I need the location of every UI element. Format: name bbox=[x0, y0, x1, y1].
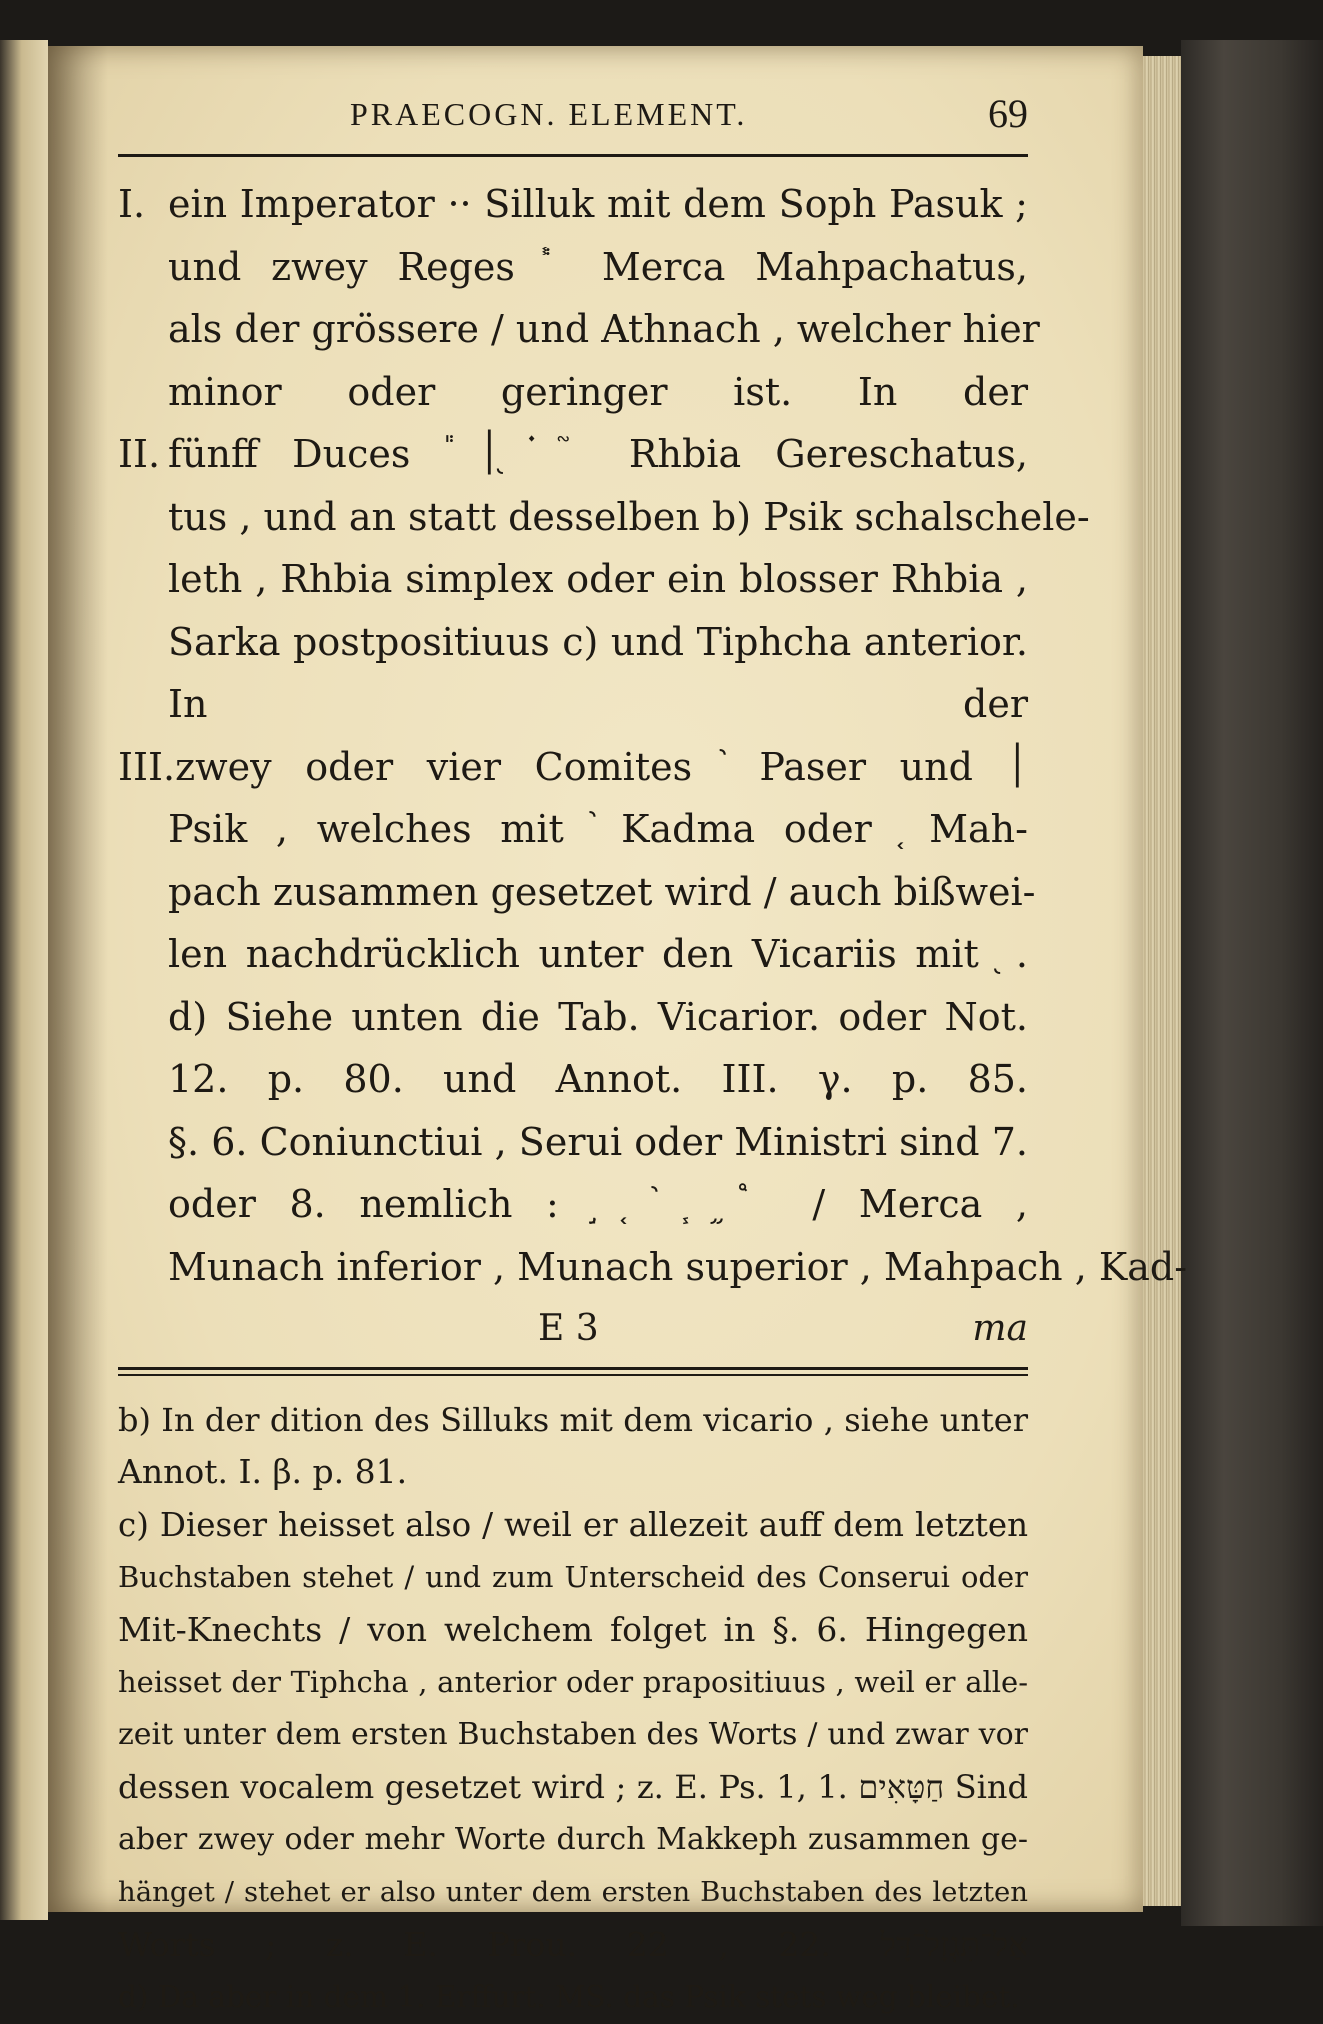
body-line-text: minor oder geringer ist. In der bbox=[168, 369, 1028, 414]
body-line bbox=[118, 548, 1028, 611]
signature-line bbox=[118, 1298, 1028, 1361]
page-fore-edge bbox=[1143, 56, 1181, 1906]
footnote-text: b) In der dition des Silluks mit dem vicario , siehe unter bbox=[118, 1400, 1028, 1439]
footnote-line bbox=[118, 1499, 1028, 1552]
body-line-text: 12. p. 80. und Annot. III. γ. p. 85. bbox=[168, 1057, 1028, 1101]
header-rule bbox=[118, 154, 1028, 157]
body-line bbox=[118, 923, 1028, 986]
body-line bbox=[118, 798, 1028, 861]
footnote-text: dessen vocalem gesetzet wird ; z. E. Ps. 1, 1. חַטָּאִים Sind bbox=[118, 1768, 1029, 1806]
body-line bbox=[118, 1236, 1188, 1299]
left-page-edge bbox=[0, 40, 48, 1920]
footnote-line bbox=[118, 1656, 1028, 1709]
body-line bbox=[118, 986, 1028, 1049]
footnote-rule-secondary bbox=[118, 1374, 1028, 1376]
body-line-text: Munach inferior , Munach superior , Mahpach , Kad- bbox=[168, 1244, 1188, 1289]
running-header bbox=[118, 88, 1028, 148]
body-line bbox=[118, 1048, 1028, 1111]
section-numeral: II. bbox=[118, 432, 161, 476]
footnote-line bbox=[118, 1709, 1028, 1762]
book-cover bbox=[1181, 40, 1323, 1926]
footnote-line bbox=[118, 1919, 1028, 1972]
footnote-text: Worts ; z. E. Prou. 22 , 22. אַל־תִּגְזָל־דָּל bbox=[118, 1924, 1028, 1964]
body-line-text: §. 6. Coniunctiui , Serui oder Ministri sind 7. bbox=[168, 1119, 1028, 1164]
body-line-text: leth , Rhbia simplex oder ein blosser Rhbia , bbox=[168, 557, 1028, 601]
footnote-line bbox=[118, 1604, 1028, 1657]
body-line bbox=[118, 173, 1028, 236]
footnote-line bbox=[118, 1814, 1028, 1867]
footnote-text: Buchstaben stehet / und zum Unterscheid des Conserui oder bbox=[118, 1560, 1028, 1594]
body-line-text: d) Siehe unten die Tab. Vicarior. oder Not. bbox=[168, 994, 1028, 1039]
footnote-line bbox=[118, 1971, 1028, 2024]
body-line bbox=[118, 1111, 1028, 1174]
gutter-shadow bbox=[48, 46, 108, 1912]
body-line bbox=[118, 861, 1036, 924]
body-line-text: len nachdrücklich unter den Vicariis mit ֖ . bbox=[168, 932, 1028, 976]
section-numeral: I. bbox=[118, 182, 146, 226]
section-numeral: III. bbox=[118, 744, 176, 789]
body-line-text: als der grössere / und Athnach , welcher hier bbox=[168, 307, 1040, 351]
body-line bbox=[118, 298, 1040, 361]
footnote-rule bbox=[118, 1367, 1028, 1370]
body-line bbox=[118, 236, 1028, 299]
body-line-text: Psik , welches mit ֨ Kadma oder ֤ Mah- bbox=[168, 807, 1028, 851]
footnote-text: c) Dieser heisset also / weil er allezeit auff dem letzten bbox=[118, 1505, 1028, 1544]
page-number: 69 bbox=[988, 91, 1028, 136]
body-line-text: pach zusammen gesetzet wird / auch bißwei- bbox=[168, 869, 1036, 914]
footnote-line bbox=[118, 1866, 1028, 1919]
body-line bbox=[118, 611, 1028, 674]
body-line-text: Sarka postpositiuus c) und Tiphcha anterior. bbox=[168, 619, 1028, 664]
body-line bbox=[118, 1173, 1028, 1236]
footnotes bbox=[118, 1394, 1028, 2024]
footnote-line bbox=[118, 1446, 1028, 1499]
body-line bbox=[118, 361, 1028, 424]
body-line-text: und zwey Reges ֓ ֔ Merca Mahpachatus, bbox=[168, 244, 1028, 289]
body-text bbox=[118, 173, 1188, 1298]
running-title: PRAECOGN. ELEMENT. bbox=[350, 96, 748, 132]
footnote-text: Annot. I. β. p. 81. bbox=[118, 1452, 408, 1491]
footnote-text: heisset der Tiphcha , anterior oder prapositiuus , weil er alle- bbox=[118, 1665, 1028, 1699]
body-line-text: zwey oder vier Comites ֙ Paser und ׀ bbox=[175, 744, 1028, 789]
body-line-text: ein Imperator ·· Silluk mit dem Soph Pasuk ; bbox=[168, 182, 1028, 226]
body-line bbox=[118, 736, 1028, 799]
footnote-text: aber zwey oder mehr Worte durch Makkeph zusammen ge- bbox=[118, 1821, 1028, 1857]
body-line-text: In der bbox=[168, 682, 1028, 726]
body-line bbox=[118, 486, 1090, 549]
footnote-text: d) Da aber in dem 1. Erffurt. MS. das Psik stets weg bleibet. bbox=[118, 1980, 1020, 2014]
body-line bbox=[118, 423, 1028, 486]
body-line bbox=[118, 673, 1028, 736]
page-content bbox=[118, 88, 1188, 2024]
footnote-text: Mit-Knechts / von welchem folget in §. 6. Hingegen bbox=[118, 1609, 1028, 1649]
signature-mark: E 3 bbox=[538, 1308, 599, 1349]
footnote-line bbox=[118, 1394, 1028, 1447]
catchword: ma bbox=[972, 1308, 1028, 1349]
footnote-line bbox=[118, 1551, 1028, 1604]
footnote-text: zeit unter dem ersten Buchstaben des Worts / und zwar vor bbox=[118, 1716, 1028, 1752]
body-line-text: fünff Duces ֕ ׀ ֖ ֗ ֘ Rhbia Gereschatus, bbox=[168, 432, 1028, 476]
footnote-line bbox=[118, 1761, 1028, 1814]
footnote-text: hänget / stehet er also unter dem ersten Buchstaben des letzten bbox=[118, 1876, 1028, 1908]
body-line-text: tus , und an statt desselben b) Psik schalschele- bbox=[168, 494, 1090, 539]
body-line-text: oder 8. nemlich : ֥ ֣ ֤ ֨ ֧ ֦ ֩ / Merca , bbox=[168, 1182, 1028, 1226]
